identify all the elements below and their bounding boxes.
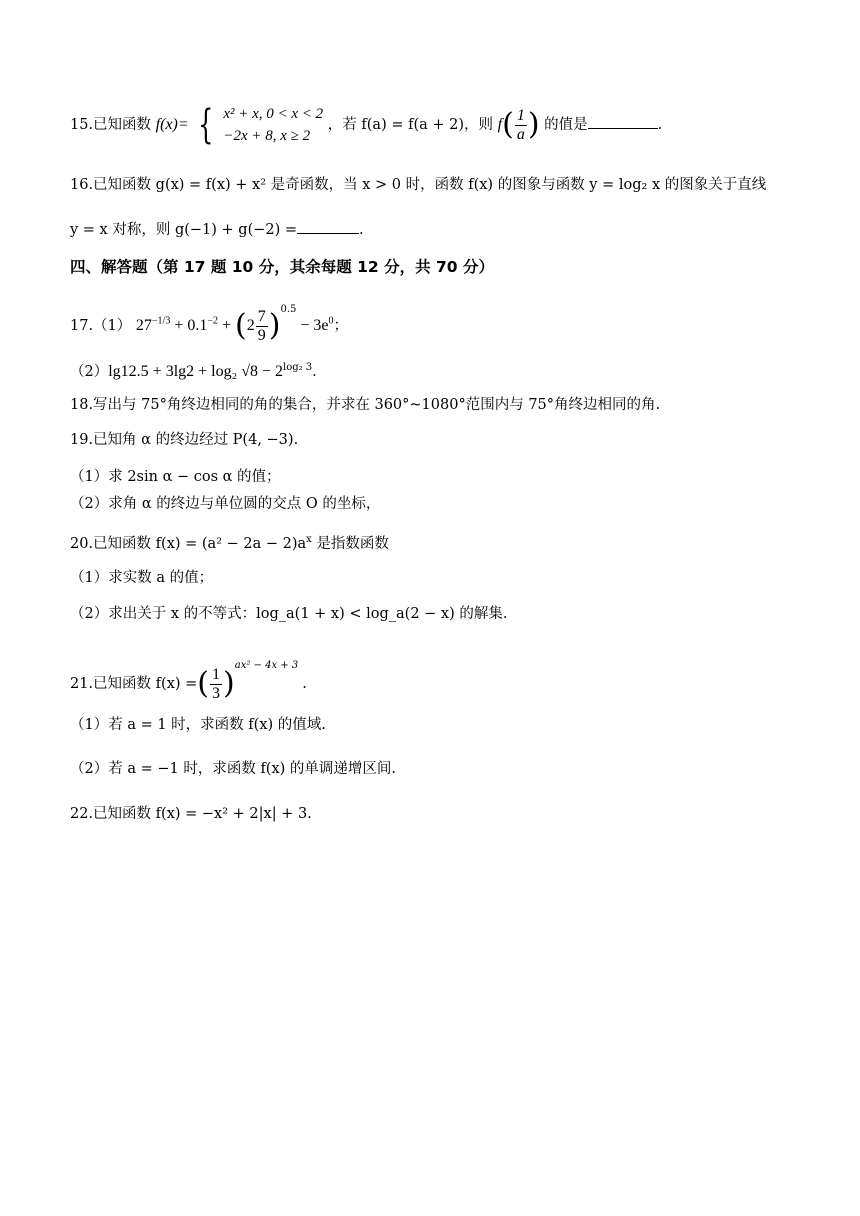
- q15-piece1: x² + x, 0 < x < 2: [223, 106, 324, 122]
- q17-base-01: + 0.1: [170, 317, 208, 334]
- q15-end: .: [657, 117, 663, 133]
- q15-lparen: (: [502, 107, 514, 142]
- q17-base-27: 27: [135, 317, 152, 334]
- q17-3e: − 3e: [296, 317, 329, 334]
- q17-expr-c: +: [218, 317, 236, 334]
- question-15: [70, 103, 662, 147]
- question-21-part2: （2）若 a = −1 时，求函数 f(x) 的单调递增区间.: [70, 761, 397, 777]
- question-17-part2: [70, 358, 317, 382]
- question-21-part1: （1）若 a = 1 时，求函数 f(x) 的值域.: [70, 717, 326, 733]
- q21-text-pre: 21.已知函数 f(x) =: [70, 676, 198, 692]
- q15-frac-den: a: [516, 125, 525, 143]
- q21-frac: [210, 666, 222, 703]
- q17-part2-expr: lg12.5 + 3lg2 + log₂ √8 − 2: [108, 362, 283, 380]
- q15-rparen: ): [527, 107, 540, 142]
- q17-label: 17.（1）: [70, 318, 132, 334]
- question-16-line2: [70, 219, 364, 240]
- q17-exp-b: −2: [207, 315, 218, 327]
- q16-answer-blank: [297, 219, 359, 234]
- question-19-part2: （2）求角 α 的终边与单位圆的交点 O 的坐标，: [70, 496, 381, 512]
- q17-mixed-num: 7: [257, 307, 266, 325]
- q17-exp-a: −1/3: [151, 315, 171, 327]
- q17-mixed-whole: 2: [246, 317, 255, 334]
- q16-end: .: [359, 222, 364, 238]
- q17-expr-a: [136, 317, 170, 334]
- q17-lparen: (: [235, 308, 247, 343]
- q21-exp: ax² − 4x + 3: [234, 660, 299, 671]
- question-19-part1: （1）求 2sin α − cos α 的值；: [70, 469, 281, 485]
- q15-pieces: [223, 103, 323, 147]
- q17-rparen: ): [268, 308, 281, 343]
- question-20-part2: （2）求出关于 x 的不等式：log_a(1 + x) < log_a(2 − x) 的解集.: [70, 606, 508, 622]
- q16-line2-text: y = x 对称，则 g(−1) + g(−2) =: [70, 222, 298, 238]
- q17-expr-d: [296, 317, 333, 334]
- q17-mixed-den: 9: [257, 326, 266, 344]
- question-22: 22.已知函数 f(x) = −x² + 2|x| + 3.: [70, 806, 312, 822]
- q17-expr-b: [170, 317, 218, 334]
- q21-end: .: [302, 676, 307, 692]
- question-19: 19.已知角 α 的终边经过 P(4, −3).: [70, 432, 299, 448]
- question-20: [70, 530, 389, 554]
- question-18: 18.写出与 75°角终边相同的角的集合，并求在 360°~1080°范围内与 75°角终边相同的角.: [70, 397, 661, 413]
- q15-answer-blank: [588, 114, 658, 129]
- question-20-part1: （1）求实数 a 的值；: [70, 570, 214, 586]
- q15-frac: [515, 107, 527, 144]
- question-21: [70, 656, 307, 703]
- q17-part2-end: .: [312, 363, 317, 380]
- q21-rparen: ): [223, 666, 235, 701]
- q15-f: f: [497, 116, 503, 133]
- question-17-part1: [70, 300, 348, 345]
- question-16-line1: 16.已知函数 g(x) = f(x) + x² 是奇函数，当 x > 0 时，函数 f(x) 的图象与函数 y = log₂ x 的图象关于直线: [70, 177, 767, 193]
- q15-frac-num: 1: [516, 106, 525, 124]
- q20-exp: x: [306, 534, 312, 545]
- q21-lparen: (: [197, 666, 210, 701]
- q17-end: ；: [333, 318, 348, 334]
- q17-exp-d: 0: [328, 315, 334, 327]
- q21-frac-den: 3: [212, 684, 221, 702]
- q21-frac-num: 1: [212, 665, 221, 683]
- q15-func: f(x)=: [155, 116, 189, 133]
- q15-brace: {: [198, 102, 214, 148]
- section-4-heading: 四、解答题（第 17 题 10 分，其余每题 12 分，共 70 分）: [70, 258, 494, 276]
- q17-part2-label: （2）: [70, 363, 109, 380]
- q17-part2-exp: log₂ 3: [283, 362, 313, 373]
- q20-text-post: 是指数函数: [311, 535, 389, 552]
- q17-mixed-frac: [256, 308, 268, 345]
- q15-piece2: −2x + 8, x ≥ 2: [223, 128, 311, 144]
- q15-cond: ，若 f(a) = f(a + 2)，则: [327, 117, 494, 133]
- q15-prefix: 15.已知函数: [70, 117, 152, 133]
- q20-text-pre: 20.已知函数 f(x) = (a² − 2a − 2)a: [70, 535, 307, 552]
- q15-suffix: 的值是: [544, 117, 588, 133]
- q17-exp-c: 0.5: [280, 304, 297, 315]
